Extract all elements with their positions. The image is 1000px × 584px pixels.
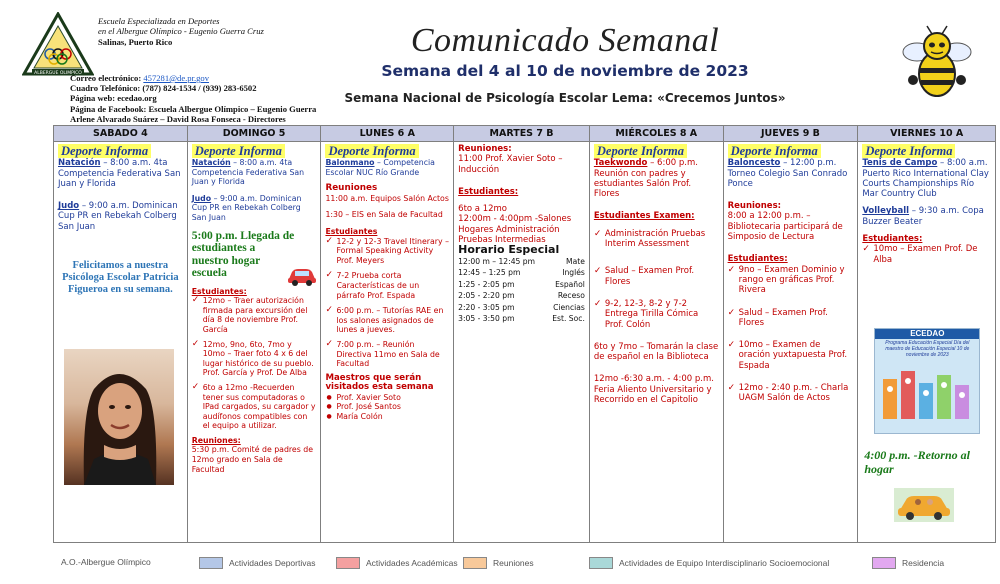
facebook-line: Página de Facebook: Escuela Albergue Olímpico – Eugenio Guerra xyxy=(70,103,317,114)
week-subtitle: Semana del 4 al 10 de noviembre de 2023 xyxy=(381,62,749,80)
sport-name: Baloncesto xyxy=(727,158,781,169)
student-item: ✓ 9-2, 12-3, 8-2 y 7-2 Entrega Tirilla Cómica Prof. Colón xyxy=(594,299,719,330)
legend xyxy=(53,553,996,575)
teacher-item: ● María Colón xyxy=(325,412,449,422)
legend-swatch xyxy=(872,557,896,569)
student-item: ✓ Administración Pruebas Interim Assessment xyxy=(594,229,719,250)
sport-detail: – 8:00 a.m. Puerto Rico International Clay Courts Championships Río Mar Country Club xyxy=(862,158,989,200)
school-logo xyxy=(22,12,94,76)
national-week-line: Semana Nacional de Psicología Escolar Lema: «Crecemos Juntos» xyxy=(344,91,786,105)
sport-detail: – 9:00 a.m. Dominican Cup PR en Rebekah Colberg San Juan xyxy=(191,193,302,222)
sport-name: Natación xyxy=(191,158,231,167)
teacher-item: ● Prof. José Santos xyxy=(325,402,449,412)
deporte-informa-badge: Deporte Informa xyxy=(325,144,418,158)
legend-item-sports: Actividades Deportivas xyxy=(199,557,315,569)
day-header-wednesday: MIÉRCOLES 8 A xyxy=(590,126,723,142)
web-line: Página web: ecedao.org xyxy=(70,93,157,104)
schedule-row: 2:20 - 3:05 pm Ciencias xyxy=(458,302,585,312)
student-item: ✓ 12mo – Traer autorización firmada para excursión del día 8 de noviembre Prof. García xyxy=(192,296,317,334)
visited-teachers-heading: Maestros que serán visitados esta semana xyxy=(325,372,434,393)
return-home-notice: 4:00 p.m. -Retorno al hogar xyxy=(864,448,970,476)
day-header-monday: LUNES 6 A xyxy=(321,126,453,142)
students-heading: Estudiantes xyxy=(325,226,378,236)
day-column-sunday xyxy=(188,126,322,542)
logo-text: ALBERGUE OLIMPICO xyxy=(34,71,82,76)
meetings-heading: Reuniones: xyxy=(727,201,782,212)
legend-swatch xyxy=(589,557,613,569)
legend-swatch xyxy=(199,557,223,569)
sport-detail: – 6:00 p.m. Reunión con padres y estudiantes Salón Prof. Flores xyxy=(593,158,698,200)
student-item: ✓ 12mo - 2:40 p.m. - Charla UAGM Salón de Actos xyxy=(728,383,854,404)
sport-detail: – 9:00 a.m. Dominican Cup PR en Rebekah Colberg San Juan xyxy=(58,201,178,232)
student-item: ✓ 12mo, 9no, 6to, 7mo y 10mo – Traer foto 4 x 6 del lugar histórico de su pueblo. Prof. García y Prof. De Alba xyxy=(192,340,317,378)
students-heading: Estudiantes: xyxy=(727,254,788,265)
sport-name: Balonmano xyxy=(325,158,375,167)
flyer-subtitle: Programa Educación Especial Día del maestro de Educación Especial 10 de noviembre de 2023 xyxy=(885,340,970,358)
note-item: 12mo -6:30 a.m. - 4:00 p.m. Feria Aliento Universitario y Recorrido en el Capitolio xyxy=(593,374,714,406)
student-item: ✓ 6:00 p.m. – Tutorías RAE en los salones asignados de lunes a jueves. xyxy=(325,306,449,335)
email-link[interactable]: 457281@de.pr.gov xyxy=(143,73,210,83)
meeting-item: 8:00 a 12:00 p.m. – Bibliotecaria participará de Simposio de Lectura xyxy=(727,211,843,243)
legend-item-academic: Actividades Académicas xyxy=(336,557,458,569)
day-column-friday xyxy=(858,126,995,542)
page-title: Comunicado Semanal xyxy=(410,22,720,59)
day-header-sunday: DOMINGO 5 xyxy=(188,126,321,142)
day-column-tuesday xyxy=(454,126,590,542)
deporte-informa-badge: Deporte Informa xyxy=(728,144,821,158)
legend-swatch xyxy=(463,557,487,569)
deporte-informa-badge: Deporte Informa xyxy=(192,144,285,158)
day-column-monday xyxy=(321,126,454,542)
sport-detail: – 9:30 a.m. Copa Buzzer Beater xyxy=(862,206,984,227)
sport-name: Judo xyxy=(191,193,212,203)
meetings-heading: Reuniones: xyxy=(191,435,241,445)
school-line-1: Escuela Especializada en Deportes xyxy=(98,16,220,26)
special-education-flyer xyxy=(874,328,980,434)
sport-detail: – 8:00 a.m. 4ta Competencia Federativa San Juan y Florida xyxy=(191,158,305,187)
legend-title: A.O.-Albergue Olímpico xyxy=(61,557,151,567)
bee-mascot-icon xyxy=(897,24,977,108)
legend-swatch xyxy=(336,557,360,569)
arrival-notice: 5:00 p.m. Llegada de estudiantes a nuestro hogar escuela xyxy=(191,229,295,280)
legend-item-meetings: Reuniones xyxy=(463,557,534,569)
school-info xyxy=(98,16,264,47)
day-column-wednesday xyxy=(590,126,724,542)
sport-name: Volleyball xyxy=(862,206,910,217)
contact-info xyxy=(70,73,316,124)
meeting-item: 11:00 Prof. Xavier Soto – Inducción xyxy=(458,154,563,175)
exam-detail: 12:00m - 4:00pm -Salones Hogares Administración Pruebas Intermedias xyxy=(458,214,572,246)
students-heading: Estudiantes: xyxy=(862,234,923,245)
meeting-item: 1:30 – EIS en Sala de Facultad xyxy=(325,210,443,220)
family-car-icon xyxy=(894,488,954,527)
deporte-informa-badge: Deporte Informa xyxy=(594,144,687,158)
student-item: ✓ 12-2 y 12-3 Travel Itinerary – Formal Speaking Activity Prof. Meyers xyxy=(325,237,449,266)
weekly-calendar xyxy=(53,125,996,543)
students-grades: 6to a 12mo xyxy=(458,204,508,215)
schedule-row: 12:45 – 1:25 pm Inglés xyxy=(458,268,585,278)
psychologist-photo xyxy=(64,349,174,485)
schedule-row: 3:05 - 3:50 pm Est. Soc. xyxy=(458,314,585,324)
day-header-friday: VIERNES 10 A xyxy=(858,126,995,142)
deporte-informa-badge: Deporte Informa xyxy=(862,144,955,158)
special-schedule-heading: Horario Especial xyxy=(458,243,560,257)
sport-detail: – 12:00 p.m. Torneo Colegio San Conrado Ponce xyxy=(727,158,848,189)
student-item: ✓ 7:00 p.m. – Reunión Directiva 11mo en Sala de Facultad xyxy=(325,340,449,369)
sport-detail: – 8:00 a.m. 4ta Competencia Federativa San Juan y Florida xyxy=(58,158,181,189)
student-item: ✓ 7-2 Prueba corta Características de un párrafo Prof. Espada xyxy=(325,271,449,300)
student-item: ✓ 10mo – Examen Prof. De Alba xyxy=(862,244,991,265)
meeting-item: 5:30 p.m. Comité de padres de 12mo grado en Sala de Facultad xyxy=(191,445,314,474)
car-icon xyxy=(286,266,318,289)
sport-name: Natación xyxy=(58,158,101,169)
legend-item-interdisciplinary: Actividades de Equipo Interdisciplinario Socioemocional xyxy=(589,557,829,569)
phone-line: Cuadro Telefónico: (787) 824-1534 / (939) 283-6502 xyxy=(70,83,257,94)
legend-item-residence: Residencia xyxy=(872,557,944,569)
student-item: ✓ 9no – Examen Dominio y rango en gráficas Prof. Rivera xyxy=(728,265,854,296)
student-item: ✓ Salud – Examen Prof. Flores xyxy=(728,308,854,329)
students-heading: Estudiantes: xyxy=(191,286,247,296)
day-column-saturday xyxy=(54,126,188,542)
deporte-informa-badge: Deporte Informa xyxy=(58,144,151,158)
sport-name: Tenis de Campo xyxy=(862,158,938,169)
day-header-saturday: SABADO 4 xyxy=(54,126,187,142)
psychologist-congrats: Felicitamos a nuestra Psicóloga Escolar Patricia Figueroa en su semana. xyxy=(62,260,179,296)
student-item: ✓ 6to a 12mo -Recuerden tener sus computadoras o IPad cargados, su cargador y audífonos compatibles con el equipo a utilizar. xyxy=(192,383,317,431)
day-header-thursday: JUEVES 9 B xyxy=(724,126,858,142)
meeting-item: 11:00 a.m. Equipos Salón Actos xyxy=(325,193,449,203)
day-header-tuesday: MARTES 7 B xyxy=(454,126,589,142)
students-heading: Estudiantes: xyxy=(458,186,519,197)
email-label: Correo electrónico: xyxy=(70,73,142,83)
schedule-row: 1:25 - 2:05 pm Español xyxy=(458,279,585,289)
flyer-title: ECEDAO xyxy=(875,329,979,339)
meetings-heading: Reuniones xyxy=(325,183,378,194)
sport-detail: – Competencia Escolar NUC Río Grande xyxy=(325,158,435,177)
special-schedule xyxy=(458,256,585,325)
directors-line: Arlene Alvarado Suárez – David Rosa Fonseca - Directores xyxy=(70,113,286,124)
sport-name: Taekwondo xyxy=(593,158,648,169)
school-line-3: Salinas, Puerto Rico xyxy=(98,36,173,47)
day-column-thursday xyxy=(724,126,859,542)
students-exam-heading: Estudiantes Examen: xyxy=(593,211,695,222)
teacher-item: ● Prof. Xavier Soto xyxy=(325,393,449,403)
meetings-heading: Reuniones: xyxy=(458,144,512,154)
student-item: ✓ Salud – Examen Prof. Flores xyxy=(594,266,719,287)
sport-name: Judo xyxy=(58,201,80,212)
note-item: 6to y 7mo – Tomarán la clase de español en la Biblioteca xyxy=(593,341,719,363)
schedule-row: 2:05 - 2:20 pm Receso xyxy=(458,291,585,301)
student-item: ✓ 10mo – Examen de oración yuxtapuesta Prof. Espada xyxy=(728,340,854,371)
flyer-illustration xyxy=(875,359,980,429)
school-line-2: en el Albergue Olímpico - Eugenio Guerra Cruz xyxy=(98,26,264,37)
schedule-row: 12:00 m – 12:45 pm Mate xyxy=(458,256,585,266)
